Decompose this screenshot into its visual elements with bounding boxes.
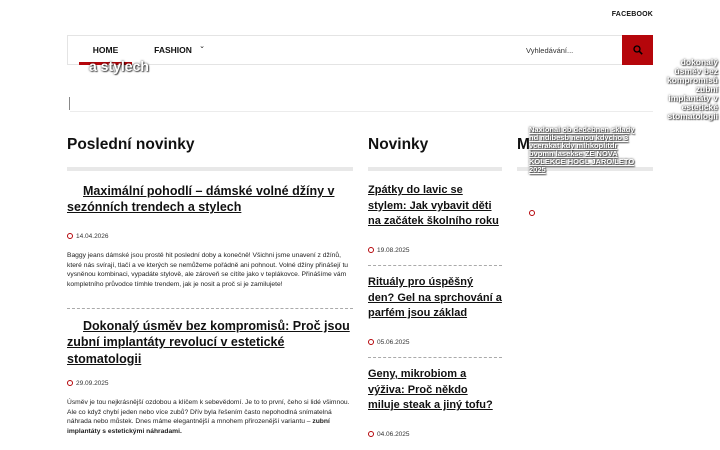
section-title-latest: Poslední novinky <box>67 136 195 153</box>
sidebar-overlay-text[interactable]: Naxlonal ob dedebnen sklady nd ndibesb nenou kdycho 3 vcerakat kdy mlhkoplitdr bvpmn lasekse ZE NOVA KOLEKCE HOGL JARO/LETO 2025 <box>529 125 635 175</box>
clock-icon <box>67 233 73 239</box>
sidebar-date <box>529 210 538 217</box>
article-date <box>67 233 109 240</box>
slider-bottom-rule <box>70 111 653 112</box>
section-title-news: Novinky <box>368 136 429 153</box>
article-title-link[interactable]: Maximální pohodlí – dámské volné džíny v sezónních trendech a stylech <box>67 184 335 215</box>
article-title-link[interactable]: Dokonalý úsměv bez kompromisů: Proč jsou zubní implantáty revolucí v estetické stomatologii <box>67 319 350 366</box>
news-title-link[interactable]: Zpátky do lavic se stylem: Jak vybavit děti na začátek školního roku <box>368 184 499 228</box>
main-navigation <box>67 35 653 65</box>
news-date <box>368 339 410 346</box>
section-rule-latest <box>67 167 353 171</box>
news-title-link[interactable]: Geny, mikrobiom a výživa: Proč někdo miluje steak a jiný tofu? <box>368 368 493 412</box>
news-date-text: 05.06.2025 <box>377 339 410 346</box>
clock-icon <box>368 431 374 437</box>
news-date <box>368 431 410 438</box>
nav-item-home[interactable]: HOME <box>79 36 132 65</box>
list-item <box>368 183 502 230</box>
slider-divider <box>69 97 70 110</box>
slider-overlay-text-left: a stylech <box>89 58 149 74</box>
article-date-text: 29.09.2025 <box>76 380 109 387</box>
news-date <box>368 247 410 254</box>
nav-item-fashion[interactable] <box>143 36 203 65</box>
article-date <box>67 380 109 387</box>
clock-icon <box>67 380 73 386</box>
news-title-link[interactable]: Rituály pro úspěšný den? Gel na sprchování a parfém jsou základ <box>368 276 502 320</box>
slider-overlay-text-right: dokonalý úsměv bez kompromisů zubní implantáty v estetické stomatologii <box>666 57 718 121</box>
article-excerpt-text: Úsměv je tou nejkrásnější ozdobou a klíčem k sebevědomí. Je to to první, čeho si lidé všimnou. Ale co když chybí jeden nebo více zubů? Dřív byla řešením často nepohodlná snímatelná náhrada nebo můstek. Dnes máme elegantnější a mnohem přirozenější variantu – <box>67 399 350 426</box>
list-item <box>368 275 502 322</box>
article-date-text: 14.04.2026 <box>76 233 109 240</box>
list-item <box>67 183 353 216</box>
news-date-text: 04.06.2025 <box>377 431 410 438</box>
search-button[interactable] <box>622 35 653 65</box>
list-item <box>368 367 502 414</box>
clock-icon <box>368 247 374 253</box>
article-excerpt-bold: zubní implantáty s estetickými náhradami. <box>67 418 330 436</box>
article-excerpt: Baggy jeans dámské jsou prostě hit poslední doby a konečně! Všichni jsme unavení z džínů, které nás svírají, tlačí a ve kterých se nemůžeme pořádně ani pohnout. Volné džíny přinášejí tu vysněnou kombinaci, vypadáte stylově, ale zároveň se cítíte jako v teplákovce. Přinášíme vám kompletního průvodce tímhle trendem, jak je nosit a proč si je zamilujete! <box>67 252 349 289</box>
clock-icon <box>368 339 374 345</box>
news-date-text: 19.08.2025 <box>377 247 410 254</box>
article-separator <box>67 308 353 309</box>
clock-icon <box>529 210 535 216</box>
section-title-third: M <box>517 136 530 153</box>
news-separator <box>368 357 502 358</box>
list-item <box>67 318 353 367</box>
search-icon <box>633 45 643 55</box>
news-separator <box>368 265 502 266</box>
facebook-link[interactable]: FACEBOOK <box>611 11 653 18</box>
section-rule-news <box>368 167 502 171</box>
chevron-down-icon: ⌄ <box>199 43 205 50</box>
nav-item-fashion-label: FASHION <box>154 45 192 55</box>
article-excerpt <box>67 398 353 437</box>
search-input[interactable] <box>522 36 622 64</box>
